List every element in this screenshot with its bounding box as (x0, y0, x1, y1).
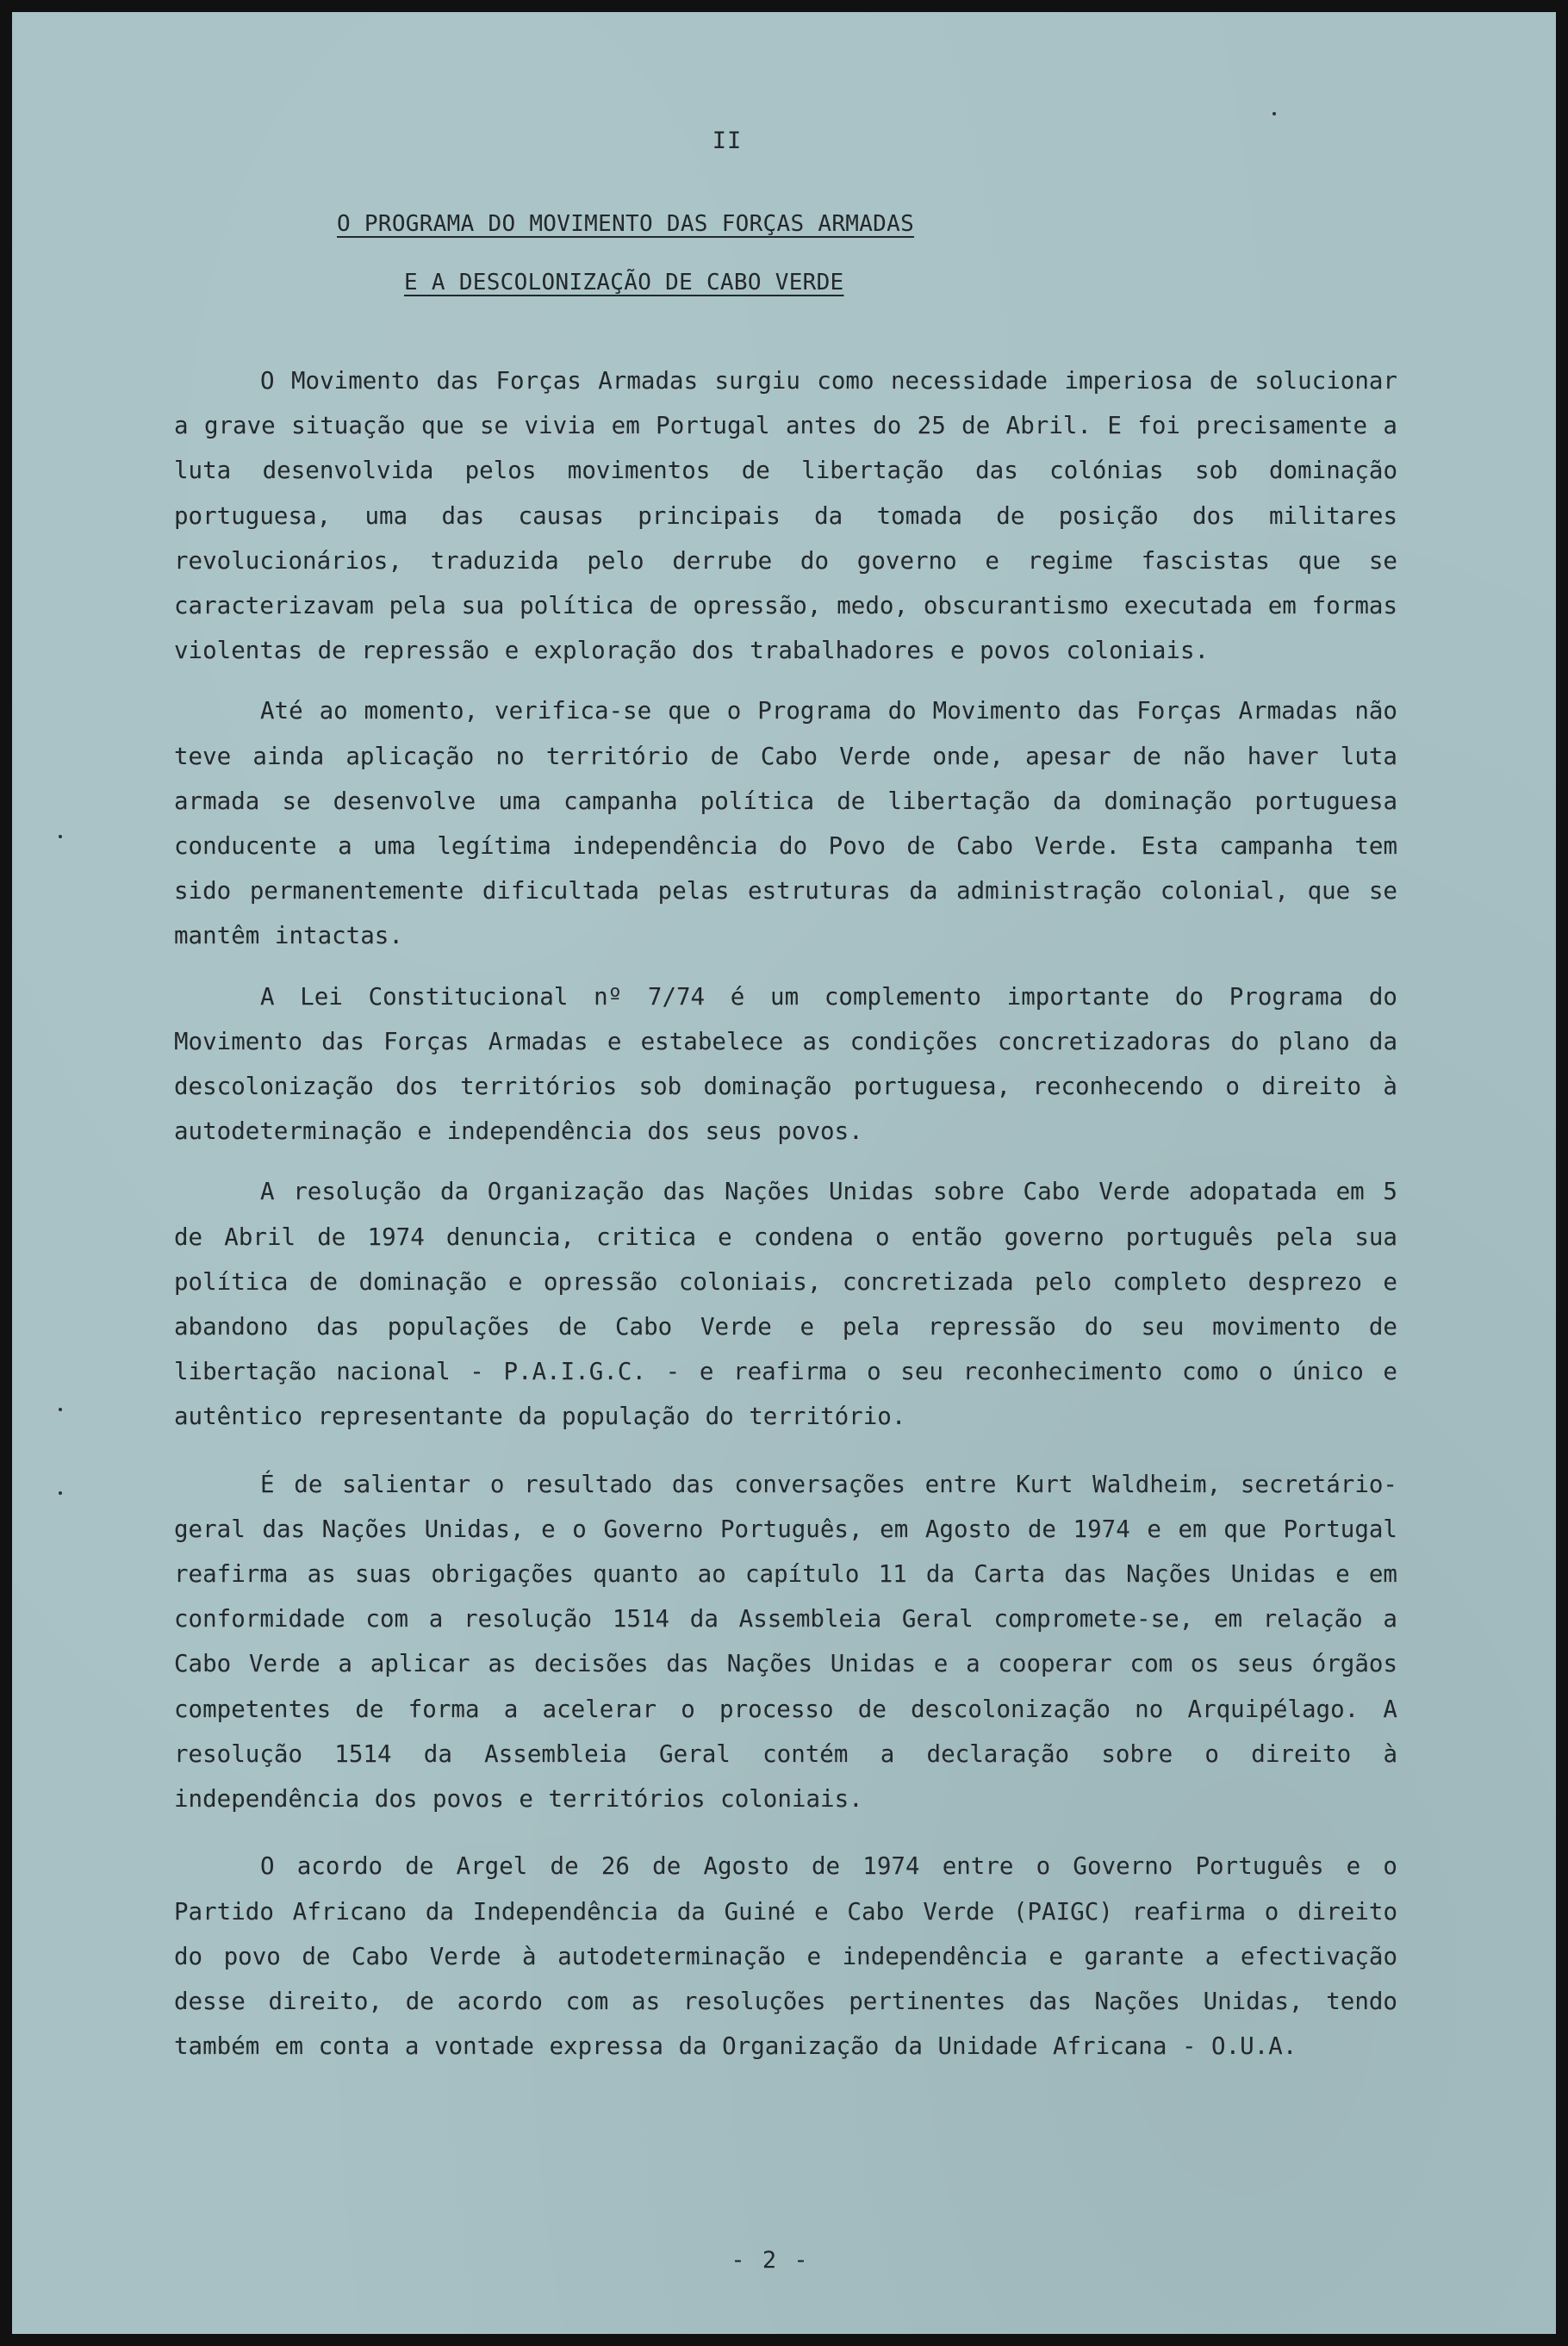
paragraph-4: A resolução da Organização das Nações Unidas sobre Cabo Verde adopatada em 5 de Abril de 1974 denuncia, critica e condena o então governo português pela sua política de dominação e opressão coloniais, concretizada pelo completo desprezo e abandono das populações de Cabo Verde e pela repressão do seu movimento de libertação nacional - P.A.I.G.C. - e reafirma o seu reconhecimento como o único e autêntico representante da população do território. (174, 1178, 1397, 1431)
paper-speck (59, 835, 62, 838)
section-number: II (712, 128, 743, 154)
paragraph-5: É de salientar o resultado das conversações entre Kurt Waldheim, secretário-geral das Nações Unidas, e o Governo Português, em Agosto de 1974 e em que Portugal reafirma as suas obrigações quanto ao capítulo 11 da Carta das Nações Unidas e em conformidade com a resolução 1514 da Assembleia Geral compromete-se, em relação a Cabo Verde a aplicar as decisões das Nações Unidas e a cooperar com os seus órgãos competentes de forma a acelerar o processo de descolonização no Arquipélago. A resolução 1514 da Assembleia Geral contém a declaração sobre o direito à independência dos povos e territórios coloniais. (174, 1470, 1397, 1814)
paragraph-2: Até ao momento, verifica-se que o Programa do Movimento das Forças Armadas não teve ainda aplicação no território de Cabo Verde onde, apesar de não haver luta armada se desenvolve uma campanha política de libertação da dominação portuguesa conducente a uma legítima independência do Povo de Cabo Verde. Esta campanha tem sido permanentemente dificultada pelas estruturas da administração colonial, que se mantêm intactas. (174, 697, 1397, 950)
paragraph-3: A Lei Constitucional nº 7/74 é um complemento importante do Programa do Movimento das Forças Armadas e estabelece as condições concretizadoras do plano da descolonização dos territórios sob dominação portuguesa, reconhecendo o direito à autodeterminação e independência dos seus povos. (174, 982, 1397, 1146)
paper-speck (59, 1408, 62, 1411)
paper-speck (59, 1491, 62, 1495)
paper-speck (1272, 112, 1276, 115)
page-number: - 2 - (731, 2247, 810, 2274)
paragraph-1: O Movimento das Forças Armadas surgiu como necessidade imperiosa de solucionar a grave situação que se vivia em Portugal antes do 25 de Abril. E foi precisamente a luta desenvolvida pelos movimentos de libertação das colónias sob dominação portuguesa, uma das causas principais da tomada de posição dos militares revolucionários, traduzida pelo derrube do governo e regime fascistas que se caracterizavam pela sua política de opressão, medo, obscurantismo executada em formas violentas de repressão e exploração dos trabalhadores e povos coloniais. (174, 367, 1397, 665)
title-line-2: E A DESCOLONIZAÇÃO DE CABO VERDE (404, 270, 844, 296)
paragraph-6: O acordo de Argel de 26 de Agosto de 1974 entre o Governo Português e o Partido Africano da Independência da Guiné e Cabo Verde (PAIGC) reafirma o direito do povo de Cabo Verde à autodeterminação e independência e garante a efectivação desse direito, de acordo com as resoluções pertinentes das Nações Unidas, tendo também em conta a vontade expressa da Organização da Unidade Africana - O.U.A. (174, 1852, 1397, 2061)
document-page (12, 12, 1556, 2334)
document-body (174, 358, 1397, 2069)
title-line-1: O PROGRAMA DO MOVIMENTO DAS FORÇAS ARMADAS (337, 211, 915, 237)
